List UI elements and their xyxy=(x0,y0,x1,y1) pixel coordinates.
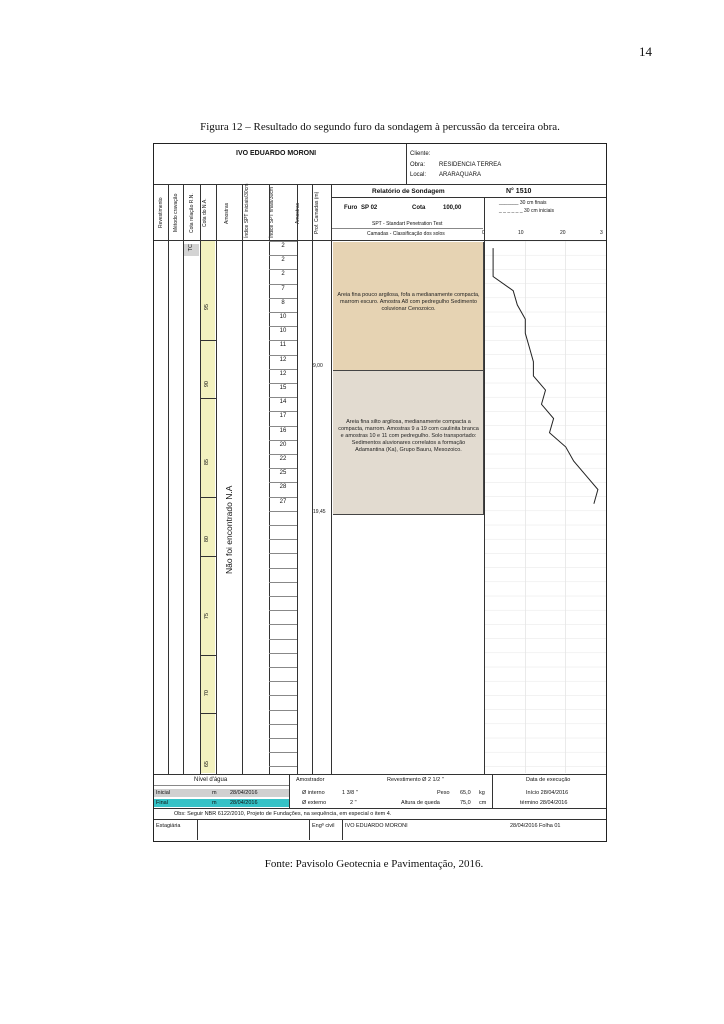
spt-row-line xyxy=(269,695,297,696)
page-number: 14 xyxy=(639,44,652,59)
spt-value: 15 xyxy=(279,385,287,391)
local-value: ARARAQUARA xyxy=(439,172,482,178)
eng-label: Engº civil xyxy=(312,823,335,829)
spt-row-line xyxy=(269,397,297,398)
chart-tick-30: 3 xyxy=(600,230,603,236)
furo-label: Furo xyxy=(344,205,358,211)
spt-chart-grid xyxy=(485,241,606,773)
report-number: N° 1510 xyxy=(506,188,532,195)
inicial-date: 28/04/2016 xyxy=(230,790,258,796)
spt-row-line xyxy=(269,724,297,725)
spt-row-line xyxy=(269,482,297,483)
obra-value: RESIDENCIA TERREA xyxy=(439,162,502,168)
obs-note: Obs: Seguir NBR 6122/2010, Projeto de Fundações, na sequência, em especial o item 4. xyxy=(174,811,392,817)
spt-row-line xyxy=(269,284,297,285)
revestimento-info: Revestimento Ø 2 1/2 " xyxy=(387,777,444,783)
nivel-agua-label: Nível d'água xyxy=(194,777,228,783)
spt-value: 27 xyxy=(279,498,287,505)
spt-row-line xyxy=(269,440,297,441)
spt-row-line xyxy=(269,639,297,640)
spt-row-line xyxy=(269,312,297,313)
altura-value: 75,0 xyxy=(460,800,471,806)
altura-label: Altura de queda xyxy=(401,800,440,806)
spt-value: 10 xyxy=(279,314,287,320)
soil-layer-1-text: Areia fina pouco argilosa, fofa a medianamente compacta, marrom escuro. Amostra A8 com pedregulho Sedimento coluvionar Cenozoico. xyxy=(337,292,480,312)
spt-value: 12 xyxy=(279,370,287,377)
spt-value: 2 xyxy=(281,257,285,264)
soil-layer-1 xyxy=(333,242,484,371)
spt-row-line xyxy=(269,269,297,270)
col-header-amostras: Amostras xyxy=(224,202,230,224)
furo-value: SP 02 xyxy=(361,205,378,211)
spt-value: 8 xyxy=(281,299,285,306)
spt-row-line xyxy=(269,766,297,767)
inicial-label: Inicial xyxy=(156,790,171,796)
d-interno-label: Ø interno xyxy=(302,790,325,796)
col-header-cota-na: Cota do N.A. xyxy=(202,198,208,228)
col-header-amostras-2: Amostras xyxy=(295,202,301,224)
cota-70: 70 xyxy=(204,690,210,697)
spt-value: 20 xyxy=(279,441,287,448)
cota-65: 65 xyxy=(204,761,210,768)
d-interno-value: 1 3/8 " xyxy=(342,790,358,796)
chart-tick-20: 20 xyxy=(560,230,566,236)
spt-row-line xyxy=(269,610,297,611)
obra-label: Obra: xyxy=(410,162,426,168)
spt-row-line xyxy=(269,596,297,597)
spt-value: 10 xyxy=(279,328,287,335)
cota-label: Cota xyxy=(412,205,426,211)
spt-value: 22 xyxy=(279,456,287,462)
report-title: Relatório de Sondagem xyxy=(372,188,445,195)
d-externo-value: 2 " xyxy=(350,800,357,806)
spt-chart xyxy=(485,241,606,773)
spt-row-line xyxy=(269,383,297,384)
spt-value: 16 xyxy=(279,427,287,434)
estagiaria-label: Estagiária xyxy=(156,823,181,829)
spt-value: 12 xyxy=(279,356,287,363)
col-header-spt-finais: Índice SPT finais/30cm xyxy=(269,186,275,238)
na-not-found: Não foi encontrado N.A xyxy=(224,485,234,574)
d-externo-label: Ø externo xyxy=(302,800,327,806)
termino-date: término 28/04/2016 xyxy=(520,800,568,806)
spt-row-line xyxy=(269,738,297,739)
spt-value: 7 xyxy=(281,285,285,292)
folha-info: 28/04/2016 Folha 01 xyxy=(510,823,561,829)
spt-row-line xyxy=(269,241,297,242)
spt-row-line xyxy=(269,582,297,583)
camadas-label: Camadas - Classificação dos solos xyxy=(367,231,445,237)
layer-2-depth: 19,45 xyxy=(313,509,326,515)
soil-layer-2-text: Areia fina silto argilosa, medianamente compacta a compacta, marrom. Amostras 9 a 19 com caulinita branca e amostras 10 e 11 com pedregulho. Solo transportado: Sedimentos aluvionares correlatos a formação Adamantina (Ka), Grupo Bauru, Mesozoico. xyxy=(338,419,479,453)
cota-75: 75 xyxy=(204,613,210,620)
local-label: Local: xyxy=(410,172,427,178)
final-m: m xyxy=(212,800,217,806)
spt-value: 28 xyxy=(279,484,287,491)
spt-row-line xyxy=(269,681,297,682)
col-header-revestimento: Revestimento xyxy=(158,197,164,229)
data-execucao-label: Data de execução xyxy=(526,777,571,783)
spt-row-line xyxy=(269,553,297,554)
spt-row-line xyxy=(269,468,297,469)
layer-1-depth: 9,00 xyxy=(313,363,323,369)
spt-row-line xyxy=(269,426,297,427)
spt-row-line xyxy=(269,525,297,526)
spt-row-line xyxy=(269,752,297,753)
spt-row-line xyxy=(269,326,297,327)
chart-tick-10: 10 xyxy=(518,230,524,236)
spt-row-line xyxy=(269,355,297,356)
cota-value: 100,00 xyxy=(443,205,462,211)
col-header-prof: Prof. Camadas (m) xyxy=(314,191,320,235)
spt-value: 17 xyxy=(279,413,287,420)
cota-80: 80 xyxy=(204,536,210,543)
cota-90: 90 xyxy=(204,381,210,388)
spt-row-line xyxy=(269,298,297,299)
spt-label: SPT - Standart Penetration Test xyxy=(372,221,443,227)
eng-name: IVO EDUARDO MORONI xyxy=(345,823,408,829)
spt-row-line xyxy=(269,255,297,256)
spt-row-line xyxy=(269,511,297,512)
method-tc: TC xyxy=(188,244,194,252)
cota-85: 85 xyxy=(204,459,210,466)
spt-value: 2 xyxy=(281,243,285,249)
final-label: Final xyxy=(156,800,168,806)
col-header-spt-iniciais: Índice SPT iniciais/30cm xyxy=(244,183,250,238)
spt-row-line xyxy=(269,667,297,668)
chart-tick-0: 0 xyxy=(482,230,485,236)
boring-log-sheet xyxy=(153,143,607,842)
peso-unit: kg xyxy=(479,790,485,796)
legend-final: _______ 30 cm finais xyxy=(499,200,547,206)
spt-row-line xyxy=(269,539,297,540)
spt-row-line xyxy=(269,497,297,498)
spt-curve-line xyxy=(493,248,598,504)
spt-row-line xyxy=(269,369,297,370)
legend-initial: _ _ _ _ _ _ 30 cm iniciais xyxy=(499,208,555,214)
cota-95: 95 xyxy=(204,304,210,311)
spt-row-line xyxy=(269,624,297,625)
spt-value: 2 xyxy=(281,271,285,278)
inicial-m: m xyxy=(212,790,217,796)
spt-row-line xyxy=(269,454,297,455)
spt-row-line xyxy=(269,411,297,412)
spt-value: 11 xyxy=(279,342,287,349)
company-name: IVO EDUARDO MORONI xyxy=(236,150,317,157)
spt-value: 14 xyxy=(279,399,287,406)
spt-row-line xyxy=(269,568,297,569)
soil-layer-2 xyxy=(333,371,484,515)
inicio-date: Início 28/04/2016 xyxy=(526,790,569,796)
peso-label: Peso xyxy=(437,790,450,796)
client-label: Cliente: xyxy=(410,151,431,157)
spt-row-line xyxy=(269,340,297,341)
final-date: 28/04/2016 xyxy=(230,800,258,806)
col-header-metodo: Método cravação xyxy=(173,193,179,233)
peso-value: 65,0 xyxy=(460,790,471,796)
col-header-cota-rn: Cota relação R.N. xyxy=(189,193,195,233)
altura-unit: cm xyxy=(479,800,487,806)
spt-row-line xyxy=(269,653,297,654)
spt-row-line xyxy=(269,710,297,711)
figure-source: Fonte: Pavisolo Geotecnia e Pavimentação, 2016. xyxy=(264,858,484,870)
figure-caption: Figura 12 – Resultado do segundo furo da sondagem à percussão da terceira obra. xyxy=(200,121,560,133)
amostrador-label: Amostrador xyxy=(296,777,325,783)
spt-value: 25 xyxy=(279,470,287,477)
